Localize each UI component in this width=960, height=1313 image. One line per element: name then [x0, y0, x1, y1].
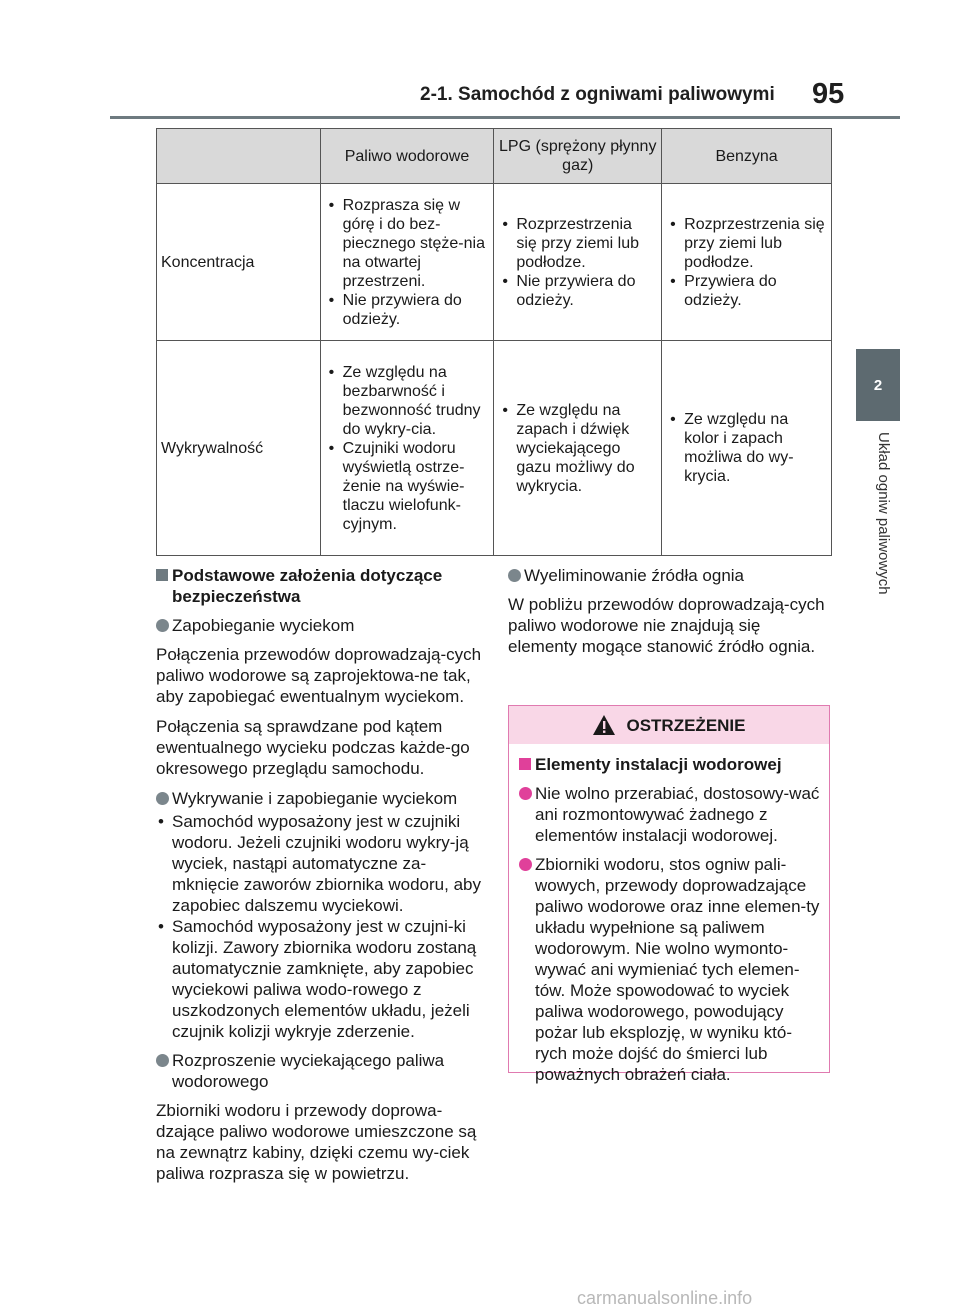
chapter-side-label: Układ ogniw paliwowych [875, 432, 892, 595]
section-heading [156, 565, 486, 607]
subheading [156, 615, 486, 636]
subheading-text: Zapobieganie wyciekom [172, 616, 355, 635]
fuel-comparison-table [156, 128, 832, 556]
page-number: 95 [812, 78, 845, 110]
table-header-row [157, 129, 832, 184]
table-cell [662, 184, 832, 341]
page-header-title: 2-1. Samochód z ogniwami paliwowymi [420, 84, 775, 105]
cell-bullet: • Czujniki wodoru wyświetlą ostrze-żenie na wyświe-tlaczu wielofunk-cyjnym. [325, 439, 488, 534]
warning-body [509, 744, 829, 1085]
table-cell [320, 184, 494, 341]
warning-title: OSTRZEŻENIE [626, 715, 746, 735]
cell-bullet: • Rozprzestrzenia się przy ziemi lub podłodze. [666, 215, 825, 272]
warning-triangle-icon [592, 714, 616, 736]
circle-bullet-icon [519, 787, 532, 800]
circle-bullet-icon [519, 858, 532, 871]
column-header-lpg: LPG (sprężony płynny gaz) [494, 129, 662, 184]
table-cell [320, 341, 494, 556]
cell-bullet: • Ze względu na zapach i dźwięk wyciekającego gazu możliwy do wykrycia. [498, 401, 655, 496]
left-column [156, 565, 486, 1193]
warning-item [519, 854, 821, 1085]
cell-bullet: • Przywiera do odzieży. [666, 272, 825, 310]
warning-item-text: Nie wolno przerabiać, dostosowy-wać ani rozmontowywać żadnego z elementów instalacji wodorowej. [535, 784, 820, 845]
column-header-petrol: Benzyna [662, 129, 832, 184]
table-row [157, 184, 832, 341]
subheading-text: Wykrywanie i zapobieganie wyciekom [172, 789, 458, 808]
subheading-text: Rozproszenie wyciekającego paliwa wodorowego [172, 1051, 445, 1091]
square-bullet-icon [519, 758, 531, 770]
row-label-detectability: Wykrywalność [157, 341, 321, 556]
cell-bullet: • Rozprasza się w górę i do bez-piecznego stęże-nia na otwartej przestrzeni. [325, 196, 488, 291]
paragraph: Połączenia są sprawdzane pod kątem ewentualnego wycieku podczas każde-go okresowego przeglądu samochodu. [156, 717, 470, 778]
square-bullet-icon [156, 569, 168, 581]
cell-bullet: • Ze względu na bezbarwność i bezwonność trudny do wykry-cia. [325, 363, 488, 439]
warning-heading [519, 754, 821, 775]
watermark: carmanualsonline.info [577, 1288, 753, 1308]
table-cell [494, 184, 662, 341]
column-header-hydrogen: Paliwo wodorowe [320, 129, 494, 184]
cell-bullet: • Nie przywiera do odzieży. [498, 272, 655, 310]
warning-header [509, 706, 829, 744]
circle-bullet-icon [156, 1054, 169, 1067]
subheading [156, 1050, 486, 1092]
chapter-tab[interactable] [856, 349, 900, 421]
row-label-concentration: Koncentracja [157, 184, 321, 341]
list-item: • Samochód wyposażony jest w czujni-ki kolizji. Zawory zbiornika wodoru zostaną automatycznie zamknięte, aby zapobiec wyciekowi paliwa wodo-rowego z uszkodzonych elementów układu, jeżeli czujnik kolizji wykryje zderzenie. [156, 916, 486, 1042]
warning-item-text: Zbiorniki wodoru, stos ogniw pali-wowych, przewody doprowadzające paliwo wodorowe oraz inne elemen-ty układu wypełnione są paliwem wodorowym. Nie wolno wymonto-wywać ani wymieniać tych elemen-tów. Może spowodować to wyciek paliwa wodorowego, powodujący pożar lub eksplozję, w wyniku któ-rych może dojść do śmierci lub poważnych obrażeń ciała. [535, 855, 820, 1084]
circle-bullet-icon [156, 792, 169, 805]
warning-heading-text: Elementy instalacji wodorowej [535, 755, 782, 774]
list-item: • Samochód wyposażony jest w czujniki wodoru. Jeżeli czujniki wodoru wykry-ją wyciek, nastąpi automatyczne za-mknięcie zaworów zbiornika wodoru, aby zapobiec dalszemu wyciekowi. [156, 811, 486, 916]
circle-bullet-icon [156, 619, 169, 632]
warning-item [519, 783, 821, 846]
paragraph: Połączenia przewodów doprowadzają-cych paliwo wodorowe są zaprojektowa-ne tak, aby zapobiegać ewentualnym wyciekom. [156, 645, 482, 706]
table-cell [662, 341, 832, 556]
table-cell [494, 341, 662, 556]
paragraph: W pobliżu przewodów doprowadzają-cych paliwo wodorowe nie znajdują się elementy mogące stanowić źródło ognia. [508, 595, 825, 656]
header-rule [110, 116, 900, 119]
circle-bullet-icon [508, 569, 521, 582]
warning-box [508, 705, 830, 1084]
subheading [508, 565, 832, 586]
bullet-list [156, 811, 486, 1042]
table-corner-cell [157, 129, 321, 184]
subheading-text: Wyeliminowanie źródła ognia [524, 566, 745, 585]
chapter-number: 2 [873, 376, 883, 394]
cell-bullet: • Ze względu na kolor i zapach możliwa do wy-krycia. [666, 410, 825, 486]
section-heading-text: Podstawowe założenia dotyczące bezpieczeństwa [172, 566, 443, 606]
right-column [508, 565, 832, 666]
paragraph: Zbiorniki wodoru i przewody doprowa-dzające paliwo wodorowe umieszczone są na zewnątrz kabiny, dzięki czemu wy-ciek paliwa rozprasza się w powietrzu. [156, 1101, 477, 1183]
subheading [156, 788, 486, 809]
cell-bullet: • Rozprzestrzenia się przy ziemi lub podłodze. [498, 215, 655, 272]
table-row [157, 341, 832, 556]
cell-bullet: • Nie przywiera do odzieży. [325, 291, 488, 329]
